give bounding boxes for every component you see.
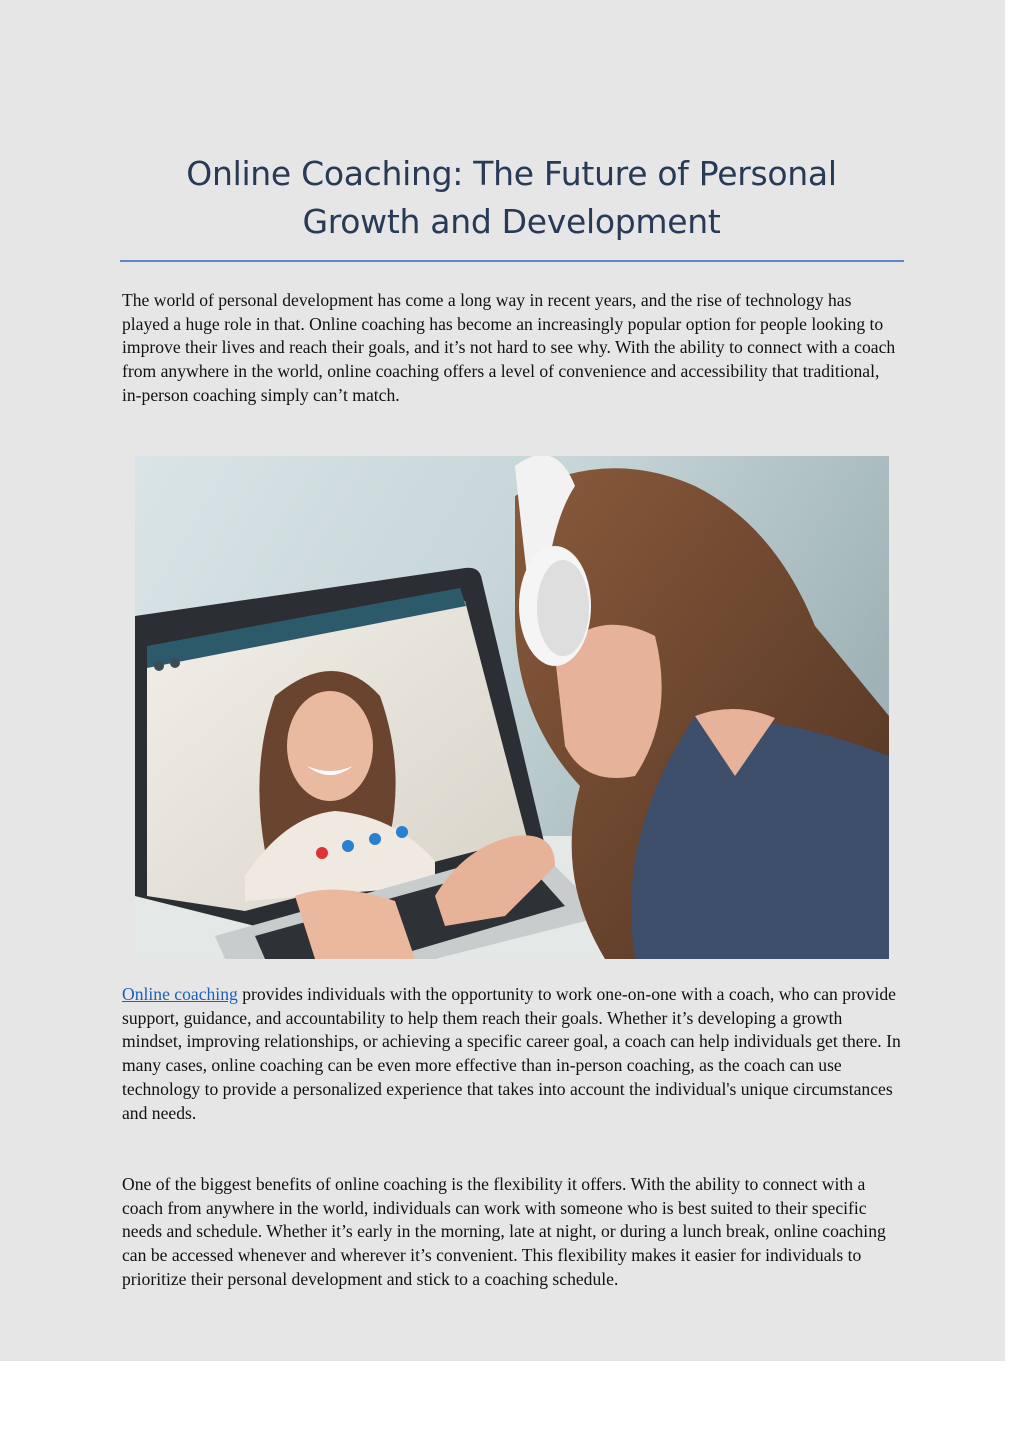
- page-title: [120, 150, 903, 246]
- body-paragraph-1-text: provides individuals with the opportunity to work one-on-one with a coach, who can provide support, guidance, and accountability to help them reach their goals. Whether it’s developing a growth mindset, improving relationships, or achieving a specific career goal, a coach can help individuals get there. In many cases, online coaching can be even more effective than in-person coaching, as the coach can use technology to provide a personalized experience that takes into account the individual's unique circumstances and needs.: [122, 984, 901, 1123]
- body-paragraph-1: [122, 983, 902, 1125]
- title-line-2: Growth and Development: [302, 202, 721, 241]
- video-call-photo: [135, 456, 889, 959]
- body-paragraph-2: One of the biggest benefits of online coaching is the flexibility it offers. With the ability to connect with a coach from anywhere in the world, individuals can work with someone who is best suited to their specific needs and schedule. Whether it’s early in the morning, late at night, or during a lunch break, online coaching can be accessed whenever and wherever it’s convenient. This flexibility makes it easier for individuals to prioritize their personal development and stick to a coaching schedule.: [122, 1174, 886, 1289]
- intro-paragraph: The world of personal development has come a long way in recent years, and the rise of technology has played a huge role in that. Online coaching has become an increasingly popular option for people looking to improve their lives and reach their goals, and it’s not hard to see why. With the ability to connect with a coach from anywhere in the world, online coaching offers a level of convenience and accessibility that traditional, in-person coaching simply can’t match.: [122, 290, 896, 405]
- online-coaching-link[interactable]: Online coaching: [122, 984, 238, 1004]
- title-divider: [120, 260, 904, 262]
- title-line-1: Online Coaching: The Future of Personal: [186, 154, 837, 193]
